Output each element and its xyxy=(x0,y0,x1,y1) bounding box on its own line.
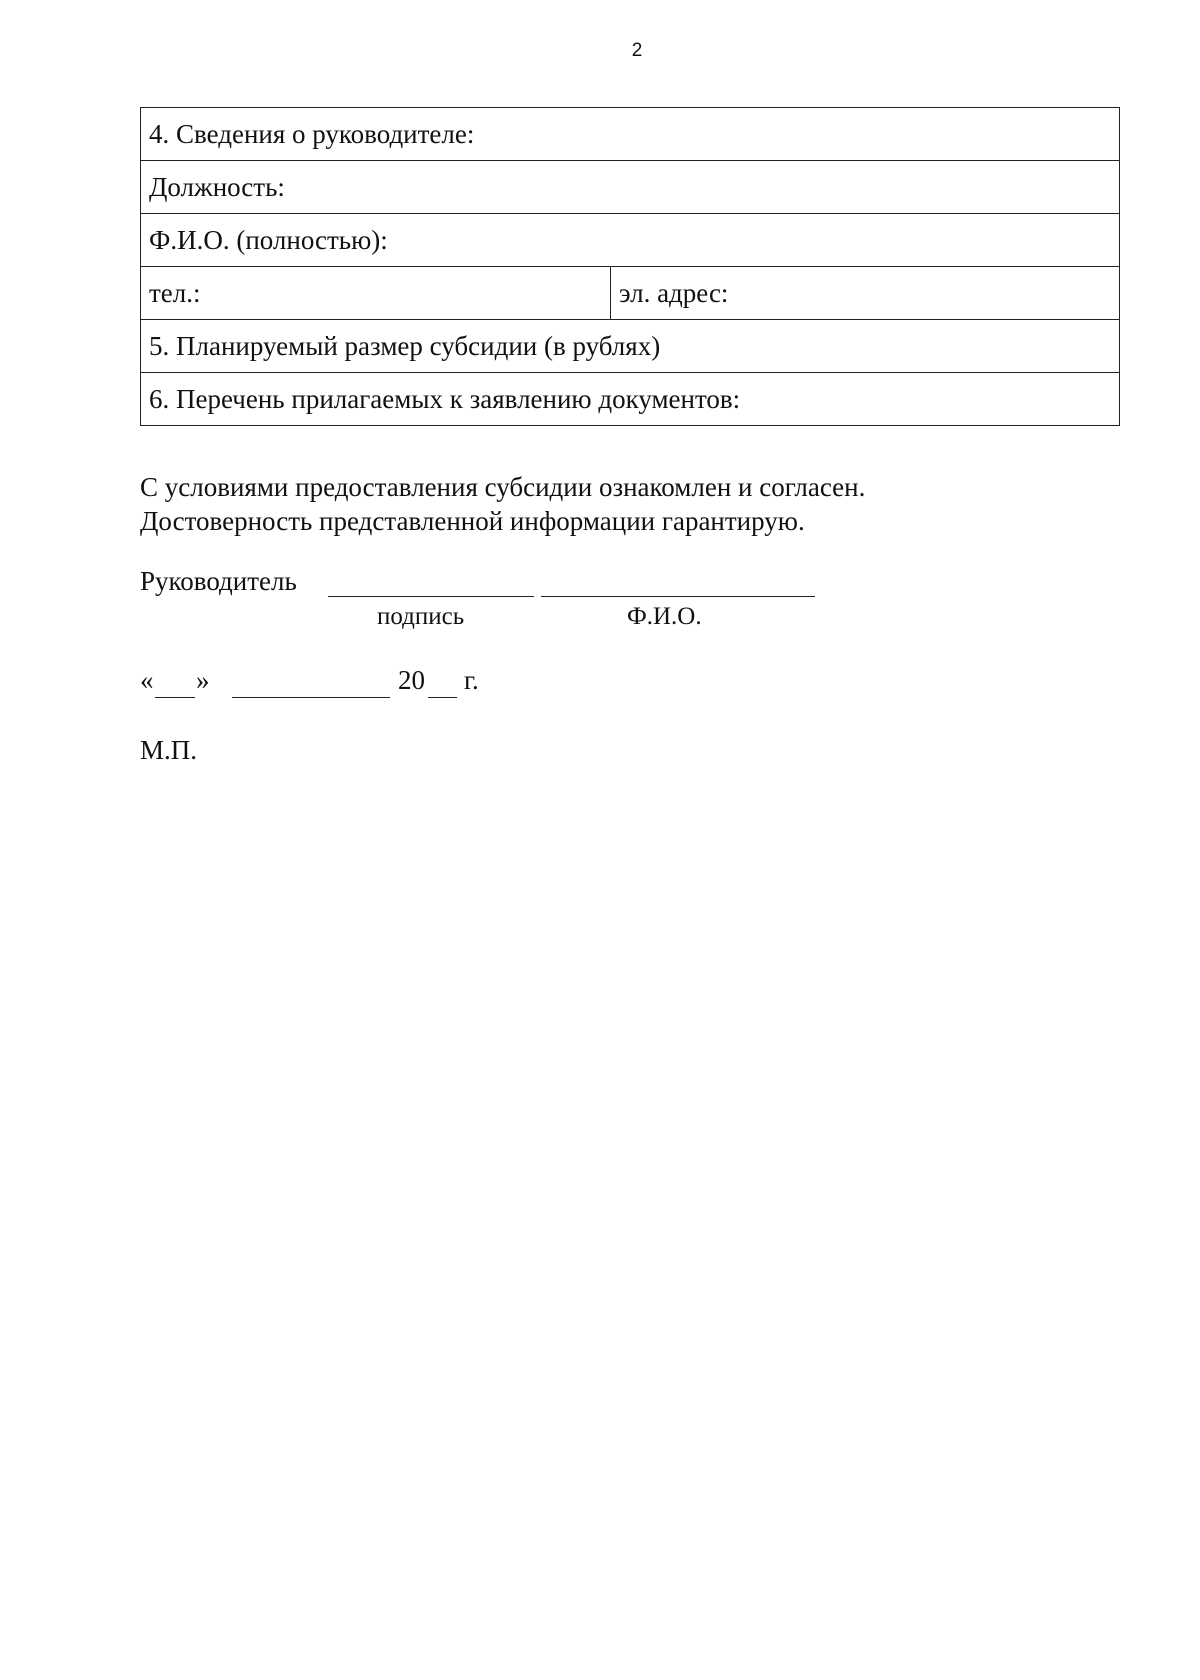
table-row xyxy=(141,320,1120,373)
date-day-line[interactable] xyxy=(155,697,195,698)
date-year-line[interactable] xyxy=(428,697,457,698)
table-row xyxy=(141,373,1120,426)
fio-line[interactable] xyxy=(541,596,815,597)
date-month-line[interactable] xyxy=(232,697,390,698)
signature-role-label: Руководитель xyxy=(140,566,297,596)
signature-caption: подпись xyxy=(377,603,465,630)
subsidy-amount-field[interactable]: 5. Планируемый размер субсидии (в рублях) xyxy=(141,320,1120,373)
phone-field[interactable]: тел.: xyxy=(141,267,611,320)
position-field[interactable]: Должность: xyxy=(141,161,1120,214)
applicant-info-table xyxy=(140,107,1120,426)
date-open-quote: « xyxy=(140,665,154,695)
section-4-heading: 4. Сведения о руководителе: xyxy=(141,108,1120,161)
table-row xyxy=(141,267,1120,320)
date-year-suffix: г. xyxy=(464,665,479,695)
page-number: 2 xyxy=(631,40,643,61)
date-year-prefix: 20 xyxy=(398,665,425,695)
agreement-line: С условиями предоставления субсидии ознакомлен и согласен. xyxy=(140,472,866,502)
agreement-statement xyxy=(140,470,865,538)
attached-documents-field[interactable]: 6. Перечень прилагаемых к заявлению документов: xyxy=(141,373,1120,426)
full-name-field[interactable]: Ф.И.О. (полностью): xyxy=(141,214,1120,267)
stamp-label: М.П. xyxy=(140,735,198,765)
date-close-quote: » xyxy=(196,665,210,695)
table-row xyxy=(141,214,1120,267)
email-field[interactable]: эл. адрес: xyxy=(611,267,1120,320)
fio-caption: Ф.И.О. xyxy=(627,603,702,630)
table-row xyxy=(141,108,1120,161)
table-row xyxy=(141,161,1120,214)
signature-line[interactable] xyxy=(328,596,534,597)
guarantee-line: Достоверность представленной информации гарантирую. xyxy=(140,506,805,536)
